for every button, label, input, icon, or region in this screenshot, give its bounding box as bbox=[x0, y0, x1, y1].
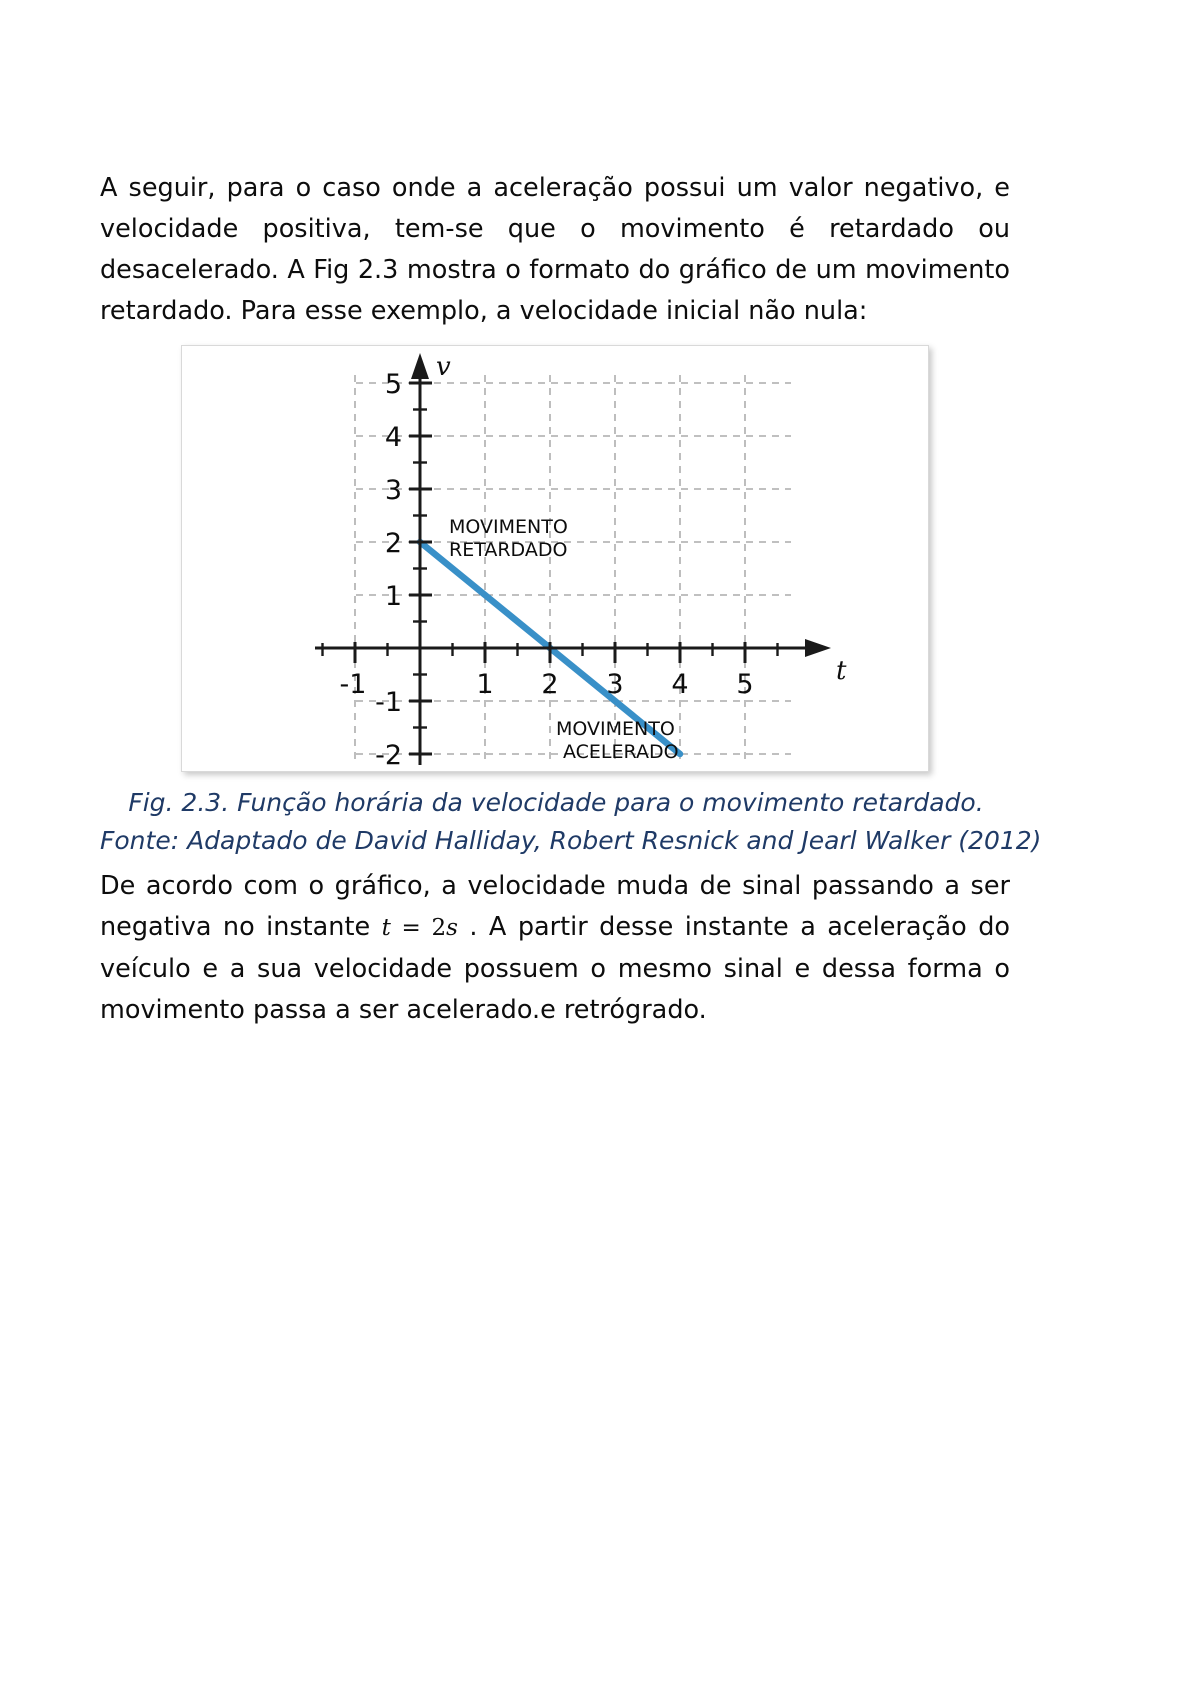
math-equals: = bbox=[390, 915, 432, 941]
velocity-time-chart bbox=[181, 345, 929, 772]
figure-2-3 bbox=[181, 345, 929, 772]
movimento-acelerado-label bbox=[556, 718, 679, 763]
t-tick-label-5: 5 bbox=[736, 669, 754, 700]
v-axis-tick-labels bbox=[375, 369, 402, 771]
t-axis-major-ticks bbox=[355, 642, 745, 663]
caption-line-1: Fig. 2.3. Função horária da velocidade para o movimento retardado. bbox=[128, 788, 984, 817]
v-axis-label: v bbox=[436, 352, 451, 382]
v-tick-label-3: 3 bbox=[384, 475, 402, 506]
t-axis-arrowhead bbox=[805, 639, 831, 657]
outro-paragraph-text bbox=[100, 866, 1010, 1031]
v-tick-label-4: 4 bbox=[384, 422, 402, 453]
movimento-acelerado-line2: ACELERADO bbox=[563, 741, 679, 763]
t-tick-label-minus1: -1 bbox=[339, 669, 367, 700]
intro-paragraph-text: A seguir, para o caso onde a aceleração possui um valor negativo, e velocidade positiva, tem-se que o movimento é retardado ou desacelerado. A Fig 2.3 mostra o formato do gráfico de um movimento retardado. Para esse exemplo, a velocidade inicial não nula: bbox=[100, 173, 1010, 326]
vertical-gridlines bbox=[355, 375, 745, 765]
v-tick-label-minus2: -2 bbox=[375, 740, 402, 771]
t-tick-label-3: 3 bbox=[606, 669, 624, 700]
math-variable-t: t bbox=[381, 915, 391, 941]
t-tick-label-4: 4 bbox=[671, 669, 689, 700]
v-axis-arrowhead bbox=[411, 353, 429, 379]
t-tick-label-2: 2 bbox=[541, 669, 559, 700]
movimento-acelerado-line1: MOVIMENTO bbox=[556, 718, 675, 740]
math-unit-s: s bbox=[446, 915, 458, 941]
v-tick-label-2: 2 bbox=[384, 528, 402, 559]
outro-paragraph bbox=[100, 866, 1010, 1031]
v-tick-label-5: 5 bbox=[384, 369, 402, 400]
t-axis-label: t bbox=[836, 656, 847, 686]
v-tick-label-minus1: -1 bbox=[375, 687, 402, 718]
v-tick-label-1: 1 bbox=[384, 581, 402, 612]
caption-line-2: Fonte: Adaptado de David Halliday, Robert Resnick and Jearl Walker (2012) bbox=[100, 826, 1042, 855]
movimento-retardado-line2: RETARDADO bbox=[449, 539, 568, 561]
outro-text-part2: . A partir desse instante a aceleração do veículo e a sua velocidade possuem o mesmo sinal e dessa forma o movimento passa a ser acelerado.e retrógrado. bbox=[100, 912, 1010, 1025]
movimento-retardado-line1: MOVIMENTO bbox=[449, 516, 568, 538]
figure-caption bbox=[100, 784, 1042, 860]
t-tick-label-1: 1 bbox=[476, 669, 494, 700]
movimento-retardado-label bbox=[449, 516, 568, 561]
outro-text-part1: De acordo com o gráfico, a velocidade muda de sinal passando a ser negativa no instante bbox=[100, 871, 1010, 942]
math-value-2: 2 bbox=[431, 915, 447, 941]
intro-paragraph bbox=[100, 168, 1010, 332]
